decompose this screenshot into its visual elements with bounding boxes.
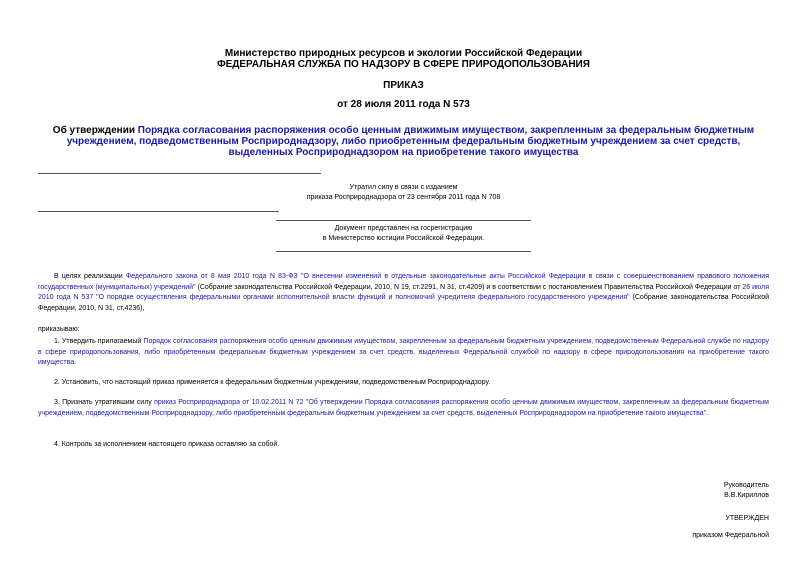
signature-name: В.В.Кириллов [724, 492, 769, 499]
title-prefix: Об утверждении [52, 125, 138, 136]
expired-note-line2: приказа Росприроднадзора от 23 сентября 2011 года N 708 [306, 194, 501, 201]
approval-block [692, 514, 769, 541]
document-type: ПРИКАЗ [383, 80, 424, 91]
repealed-order-link[interactable]: приказ Росприроднадзора от 10.02.2011 N 72 "Об утверждении Порядка согласования распоряжения особо ценным движимым имуществом, закрепленным за федеральным бюджетным учреждением, подведомственным Росприроднадзору, либо приобретенным федеральным бюджетным учреждением за счет средств, выделенных Росприроднадзором на приобретение такого имущества" [38, 399, 769, 417]
separator-line [276, 220, 531, 221]
service-name: ФЕДЕРАЛЬНАЯ СЛУЖБА ПО НАДЗОРУ В СФЕРЕ ПРИРОДОПОЛЬЗОВАНИЯ [217, 59, 590, 70]
registration-note-line1: Документ представлен на госрегистрацию [334, 225, 473, 232]
item-1-text: . [74, 359, 77, 366]
item-2: 2. Установить, что настоящий приказ применяется к федеральным бюджетным учреждениям, подведомственным Росприроднадзору. [54, 379, 491, 386]
intro-text: (Собрание законодательства Российской Федерации, 2010, N 19, ст.2291, N 31, ст.4209) и в соответствии с постановлением Правительства Российской Федерации от [195, 283, 743, 291]
intro-text: В целях реализации [54, 273, 126, 280]
approval-word: УТВЕРЖДЕН [725, 515, 769, 522]
registration-note [250, 224, 557, 244]
signature-block [724, 481, 769, 501]
federal-law-link[interactable]: Федерального закона от 8 мая 2010 года N 83-ФЗ "О внесении изменений в отдельные законодательные акты Российской Федерации в связи с совершенствованием правового положения государственных (муниципальных) учреждений" [38, 273, 769, 291]
approval-by: приказом Федеральной [692, 532, 769, 539]
expired-note-line1: Утратил силу в связи с изданием [349, 184, 458, 191]
item-3-text: 3. Признать утратившим силу [54, 399, 155, 406]
document-title [50, 125, 757, 158]
separator-line [38, 173, 321, 174]
signature-position: Руководитель [723, 482, 769, 489]
document-date: от 28 июля 2011 года N 573 [337, 99, 470, 110]
order-word: приказываю: [38, 326, 80, 333]
expired-note [250, 183, 557, 203]
separator-line [276, 251, 531, 252]
ministry-name: Министерство природных ресурсов и экологии Российской Федерации [224, 48, 583, 59]
item-3 [38, 398, 769, 419]
procedure-link[interactable]: Порядок согласования распоряжения особо ценным движимым имуществом, закрепленным за федеральным бюджетным учреждением, подведомственным Федеральной службе по надзору в сфере природопользования, либо приобретенным федеральным бюджетным учреждением за счет средств, выделенных Федеральной службой по надзору в сфере природопользования на приобретение такого имущества [38, 338, 770, 366]
item-3-text: . [706, 409, 709, 417]
registration-note-line2: в Министерство юстиции Российской Федерации. [322, 235, 485, 242]
item-4: 4. Контроль за исполнением настоящего приказа оставляю за собой. [54, 441, 280, 448]
separator-line [38, 211, 279, 212]
item-1 [38, 337, 769, 369]
title-procedure-link[interactable]: Порядка согласования распоряжения особо ценным движимым имуществом, закрепленным за федеральным бюджетным учреждением, подведомственным Росприроднадзору, либо приобретенным федеральным бюджетным учреждением за счет средств, выделенных Росприроднадзором на приобретение такого имущества [66, 125, 755, 158]
intro-paragraph [38, 272, 769, 314]
intro-text: (Собрание законодательства Российской Федерации, 2010, N 31, ст.4236), [38, 294, 769, 312]
item-1-text: 1. Утвердить прилагаемый [54, 338, 144, 345]
government-decree-link[interactable]: 26 июля 2010 года N 537 "О порядке осуществления федеральными органами исполнительной власти функций и полномочий учредителя федерального государственного учреждения" [38, 283, 770, 301]
